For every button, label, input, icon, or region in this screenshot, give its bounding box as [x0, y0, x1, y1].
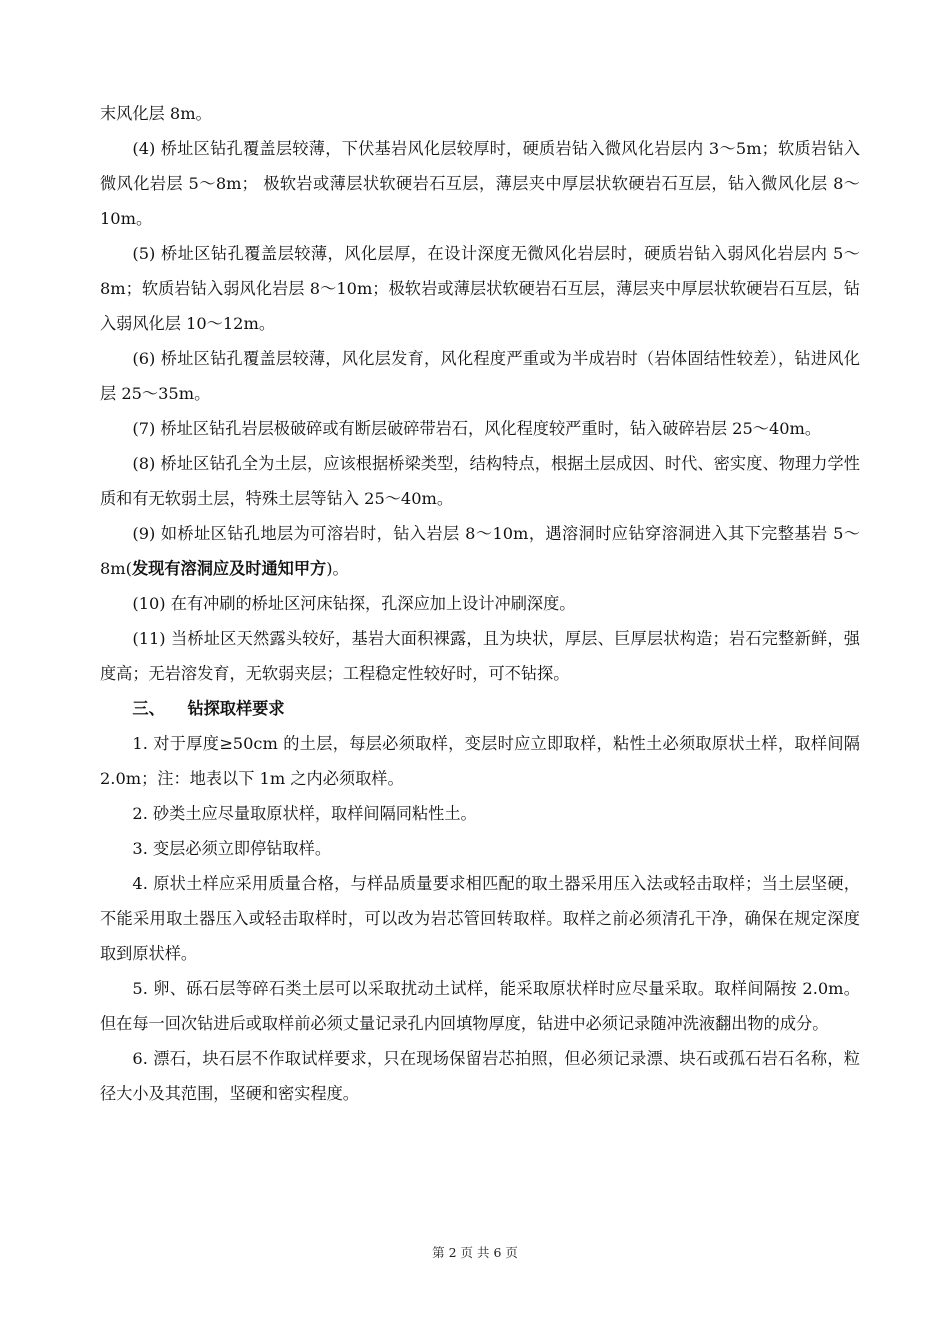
list-item-6: 6. 漂石，块石层不作取试样要求，只在现场保留岩芯拍照，但必须记录漂、块石或孤石岩石名称，粒径大小及其范围，坚硬和密实程度。: [100, 1049, 860, 1103]
paragraph-item-9-end: )。: [326, 559, 349, 578]
paragraph-item-8: (8) 桥址区钻孔全为土层，应该根据桥梁类型，结构特点，根据土层成因、时代、密实度、物理力学性质和有无软弱土层，特殊土层等钻入 25～40m。: [100, 454, 860, 508]
paragraph-continuation: 末风化层 8m。: [100, 104, 212, 123]
paragraph-item-7: (7) 桥址区钻孔岩层极破碎或有断层破碎带岩石，风化程度较严重时，钻入破碎岩层 25～40m。: [132, 419, 822, 438]
section-title: 钻探取样要求: [187, 699, 285, 718]
list-item-3: 3. 变层必须立即停钻取样。: [132, 839, 332, 858]
paragraph-item-9: [100, 516, 860, 586]
paragraph-item-5: (5) 桥址区钻孔覆盖层较薄，风化层厚，在设计深度无微风化岩层时，硬质岩钻入弱风化岩层内 5～8m；软质岩钻入弱风化岩层 8～10m；极软岩或薄层状软硬岩石互层，薄层夹中厚层状软硬岩石互层，钻入弱风化层 10～12m。: [100, 244, 860, 333]
list-item-5: 5. 卵、砾石层等碎石类土层可以采取扰动土试样，能采取原状样时应尽量采取。取样间隔按 2.0m。但在每一回次钻进后或取样前必须丈量记录孔内回填物厚度，钻进中必须记录随冲洗液翻出物的成分。: [100, 979, 860, 1033]
paragraph-item-9-text: (9) 如桥址区钻孔地层为可溶岩时，钻入岩层 8～10m，遇溶洞时应钻穿溶洞进入其下完整基岩 5～8m(: [100, 524, 860, 578]
section-heading: [100, 691, 860, 726]
document-body: [100, 96, 860, 1111]
list-item-1: 1. 对于厚度≥50cm 的土层，每层必须取样，变层时应立即取样，粘性土必须取原状土样，取样间隔 2.0m；注：地表以下 1m 之内必须取样。: [100, 734, 860, 788]
paragraph-item-4: (4) 桥址区钻孔覆盖层较薄，下伏基岩风化层较厚时，硬质岩钻入微风化岩层内 3～5m；软质岩钻入微风化岩层 5～8m； 极软岩或薄层状软硬岩石互层，薄层夹中厚层状软硬岩石互层，钻入微风化层 8～10m。: [100, 139, 860, 228]
paragraph-item-6: (6) 桥址区钻孔覆盖层较薄，风化层发育，风化程度严重或为半成岩时（岩体固结性较差），钻进风化层 25～35m。: [100, 349, 860, 403]
page-footer: 第 2 页 共 6 页: [432, 1245, 518, 1260]
paragraph-item-11: (11) 当桥址区天然露头较好，基岩大面积裸露，且为块状，厚层、巨厚层状构造；岩石完整新鲜，强度高；无岩溶发育，无软弱夹层；工程稳定性较好时，可不钻探。: [100, 629, 860, 683]
paragraph-item-10: (10) 在有冲刷的桥址区河床钻探，孔深应加上设计冲刷深度。: [132, 594, 576, 613]
section-number: 三、: [132, 699, 165, 718]
paragraph-item-9-emphasis: 发现有溶洞应及时通知甲方: [131, 559, 327, 578]
list-item-2: 2. 砂类土应尽量取原状样，取样间隔同粘性土。: [132, 804, 477, 823]
list-item-4: 4. 原状土样应采用质量合格，与样品质量要求相匹配的取土器采用压入法或轻击取样；当土层坚硬，不能采用取土器压入或轻击取样时，可以改为岩芯管回转取样。取样之前必须清孔干净，确保在规定深度取到原状样。: [100, 874, 860, 963]
